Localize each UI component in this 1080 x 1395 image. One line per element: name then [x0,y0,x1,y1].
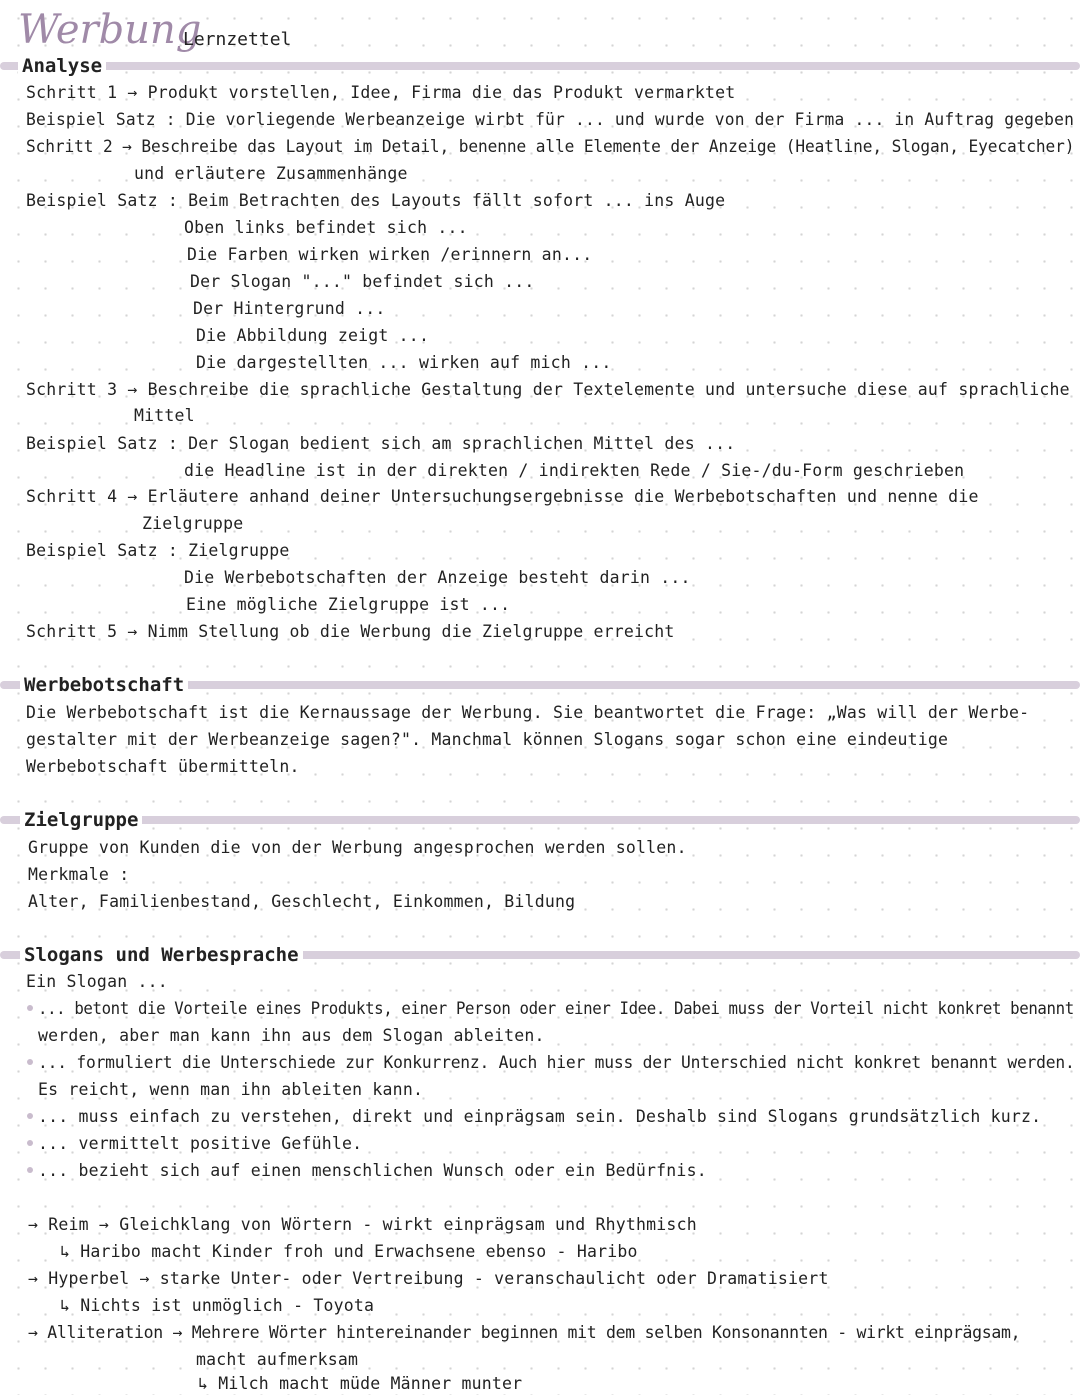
analyse-line: Beispiel Satz : Beim Betrachten des Layouts fällt sofort ... ins Auge [26,191,726,210]
analyse-line: Zielgruppe [142,514,244,533]
section-heading-slogans: Slogans und Werbesprache [20,943,303,967]
analyse-line: Schritt 5 → Nimm Stellung ob die Werbung die Zielgruppe erreicht [26,622,675,641]
analyse-line: Beispiel Satz : Zielgruppe [26,541,290,560]
section-highlight-bar [0,816,1080,824]
slogans-intro: Ein Slogan ... [26,972,168,991]
werbebotschaft-line: Werbebotschaft übermitteln. [26,757,300,776]
analyse-line: die Headline ist in der direkten / indirekten Rede / Sie-/du-Form geschrieben [184,461,965,480]
analyse-line: Der Hintergrund ... [193,299,386,318]
analyse-line: Beispiel Satz : Die vorliegende Werbeanzeige wirbt für ... und wurde von der Firma ... in Auftrag gegeben [26,110,1075,129]
bullet-dot [27,1140,33,1146]
slogans-line: macht aufmerksam [196,1350,359,1369]
analyse-line: Mittel [134,406,195,425]
slogans-line: → Hyperbel → starke Unter- oder Vertreibung - veranschaulicht oder Dramatisiert [28,1269,829,1288]
slogans-line: ... formuliert die Unterschiede zur Konkurrenz. Auch hier muss der Unterschied nicht konkret benannt werden. [38,1053,1075,1072]
slogans-line: ... betont die Vorteile eines Produkts, einer Person oder einer Idee. Dabei muss der Vorteil nicht konkret benannt [38,999,1074,1018]
analyse-line: Die Werbebotschaften der Anzeige besteht darin ... [184,568,691,587]
analyse-line: Beispiel Satz : Der Slogan bedient sich am sprachlichen Mittel des ... [26,434,736,453]
analyse-line: Schritt 1 → Produkt vorstellen, Idee, Firma die das Produkt vermarktet [26,83,736,102]
zielgruppe-line: Gruppe von Kunden die von der Werbung angesprochen werden sollen. [28,838,687,857]
slogans-line: ... vermittelt positive Gefühle. [38,1134,363,1153]
slogans-line: Es reicht, wenn man ihn ableiten kann. [38,1080,424,1099]
slogans-line: werden, aber man kann ihn aus dem Slogan ableiten. [38,1026,545,1045]
bullet-dot [27,1167,33,1173]
slogans-line: ... muss einfach zu verstehen, direkt und einprägsam sein. Deshalb sind Slogans grundsätzlich kurz. [38,1107,1042,1126]
analyse-line: Schritt 2 → Beschreibe das Layout im Detail, benenne alle Elemente der Anzeige (Heatline, Slogan, Eyecatcher) [26,137,1075,156]
section-heading-analyse: Analyse [18,54,106,78]
werbebotschaft-line: gestalter mit der Werbeanzeige sagen?". Manchmal können Slogans sogar schon eine eindeutige [26,730,949,749]
bullet-dot [27,1005,33,1011]
slogans-line: → Reim → Gleichklang von Wörtern - wirkt einprägsam und Rhythmisch [28,1215,697,1234]
analyse-line: Eine mögliche Zielgruppe ist ... [186,595,511,614]
section-heading-zielgruppe: Zielgruppe [20,808,142,832]
section-highlight-bar [0,62,1080,70]
section-heading-werbebotschaft: Werbebotschaft [20,673,188,697]
zielgruppe-line: Alter, Familienbestand, Geschlecht, Einkommen, Bildung [28,892,576,911]
page-subtitle: Lernzettel [183,29,292,50]
analyse-line: Oben links befindet sich ... [184,218,468,237]
werbebotschaft-line: Die Werbebotschaft ist die Kernaussage der Werbung. Sie beantwortet die Frage: „Was will der Werbe- [26,703,1030,722]
slogans-line: ↳ Milch macht müde Männer munter [198,1374,523,1393]
analyse-line: Die dargestellten ... wirken auf mich ... [196,353,612,372]
slogans-line: → Alliteration → Mehrere Wörter hintereinander beginnen mit dem selben Konsonannten - wirkt einprägsam, [28,1323,1021,1342]
slogans-line: ↳ Haribo macht Kinder froh und Erwachsene ebenso - Haribo [60,1242,638,1261]
analyse-line: Schritt 3 → Beschreibe die sprachliche Gestaltung der Textelemente und untersuche diese auf sprachliche [26,380,1070,399]
analyse-line: Die Abbildung zeigt ... [196,326,430,345]
bullet-dot [27,1113,33,1119]
analyse-line: und erläutere Zusammenhänge [134,164,408,183]
slogans-line: ... bezieht sich auf einen menschlichen Wunsch oder ein Bedürfnis. [38,1161,707,1180]
bullet-dot [27,1059,33,1065]
analyse-line: Schritt 4 → Erläutere anhand deiner Untersuchungsergebnisse die Werbebotschaften und nenne die [26,487,979,506]
analyse-line: Die Farben wirken wirken /erinnern an... [187,245,593,264]
zielgruppe-line: Merkmale : [28,865,130,884]
analyse-line: Der Slogan "..." befindet sich ... [190,272,535,291]
page-title: Werbung [18,7,202,53]
slogans-line: ↳ Nichts ist unmöglich - Toyota [60,1296,375,1315]
